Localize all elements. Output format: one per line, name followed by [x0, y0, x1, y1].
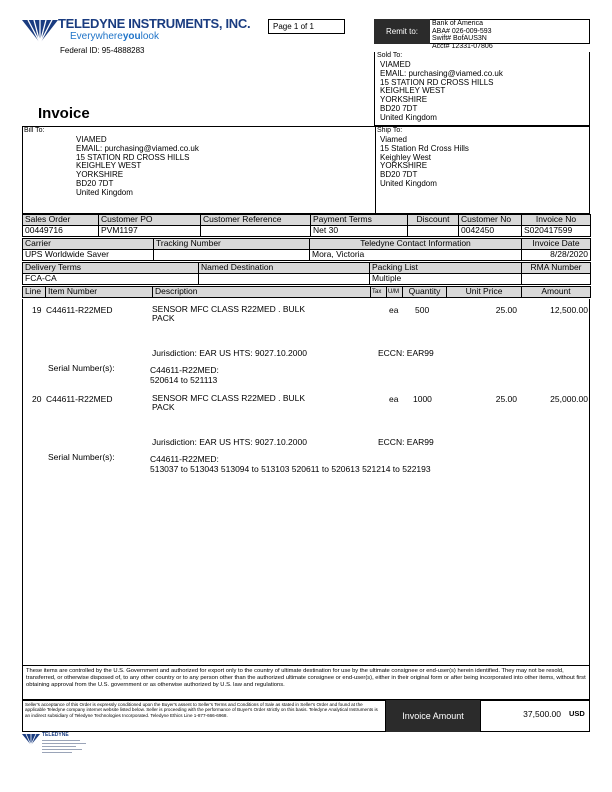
bill-to-address: [76, 136, 199, 198]
serial-part: C44611-R22MED:: [150, 454, 219, 464]
company-name: TELEDYNE INSTRUMENTS, INC.: [58, 16, 251, 31]
remit-to-details: [432, 20, 493, 51]
tracking-number-value: [154, 250, 310, 261]
header-rma-number: RMA Number: [522, 263, 591, 274]
teledyne-footer-logo-icon: [22, 733, 40, 745]
item-eccn: ECCN: EAR99: [378, 437, 434, 447]
item-unit-price: 25.00: [495, 394, 517, 404]
sold-to-address: [380, 61, 503, 123]
contact-value: Mora, Victoria: [310, 250, 522, 261]
header-tracking-number: Tracking Number: [154, 239, 310, 250]
customer-no-value: 0042450: [459, 226, 522, 237]
address-line: 15 STATION RD CROSS HILLS: [380, 77, 494, 87]
header-invoice-date: Invoice Date: [522, 239, 591, 250]
ship-to-address: [380, 136, 469, 189]
invoice-no-value: S020417599: [522, 226, 591, 237]
address-line: EMAIL: purchasing@viamed.co.uk: [380, 68, 503, 78]
header-tax: Tax: [371, 287, 387, 298]
address-line: BD20 7DT: [380, 170, 418, 180]
item-number: C44611-R22MED: [46, 394, 113, 404]
header-payment-terms: Payment Terms: [311, 215, 408, 226]
header-unit-price: Unit Price: [447, 287, 522, 298]
customer-po-value: PVM1197: [99, 226, 201, 237]
address-line: BD20 7DT: [380, 103, 418, 113]
header-sales-order: Sales Order: [23, 215, 99, 226]
export-control-notice: These items are controlled by the U.S. Government and authorized for export only to the country of ultimate destination for use by the ultimate consignee or end-user(s) herein identified. They may not be resold, transferred, or otherwise disposed of, to any other country or to any person other than the authorized ultimate consignee or end-user(s), either in their original form or after being incorporated into other items, without first obtaining approval from the U.S. government or as otherwise authorized by U.S. law and regulations.: [22, 665, 590, 700]
teledyne-logo-icon: [22, 18, 58, 44]
line-items-header: [22, 286, 591, 298]
ship-to-label: Ship To:: [377, 127, 403, 134]
address-line: VIAMED: [380, 60, 411, 69]
bill-to-label: Bill To:: [24, 127, 45, 134]
remit-to-label: Remit to:: [374, 19, 430, 44]
address-line: KEIGHLEY WEST: [76, 161, 142, 171]
terms-notice: Seller's acceptance of this Order is expressly conditioned upon the Buyer's assent to Seller's Terms and Conditions of Sale as stated in Seller's Order and found at the applicable Teledyne company internet website listed below. Seller is proceeding with the performance of Buyer's Order strictly on this basis. Teledyne Analytical Instruments is an indirect subsidiary of Teledyne Technologies Incorporated. Teledyne Ethics Line 1-877-666-6968.: [22, 700, 386, 732]
item-jurisdiction: Jurisdiction: EAR US HTS: 9027.10.2000: [152, 348, 307, 358]
delivery-terms-value: FCA-CA: [23, 274, 199, 285]
header-um: U/M: [387, 287, 403, 298]
remit-line: Swift# BofAUS3N: [432, 35, 487, 43]
header-contact-information: Teledyne Contact Information: [310, 239, 522, 250]
item-line-number: 19: [32, 305, 42, 315]
company-tagline: Everywhereyoulook: [70, 31, 159, 42]
address-line: KEIGHLEY WEST: [380, 86, 446, 96]
rma-number-value: [522, 274, 591, 285]
delivery-table: [22, 262, 591, 285]
address-line: BD20 7DT: [76, 178, 114, 188]
remit-line: Acct# 12331-07806: [432, 43, 493, 51]
payment-terms-value: Net 30: [311, 226, 408, 237]
invoice-date-value: 8/28/2020: [522, 250, 591, 261]
item-line-number: 20: [32, 394, 42, 404]
sales-order-value: 00449716: [23, 226, 99, 237]
sold-to-label: Sold To:: [377, 52, 403, 59]
header-customer-reference: Customer Reference: [201, 215, 311, 226]
address-line: Viamed: [380, 135, 407, 144]
address-line: EMAIL: purchasing@viamed.co.uk: [76, 143, 199, 153]
federal-id: Federal ID: 95-4888283: [60, 46, 145, 55]
address-line: Keighley West: [380, 152, 431, 162]
item-amount: 25,000.00: [550, 394, 588, 404]
address-line: YORKSHIRE: [76, 170, 124, 180]
item-um: ea: [389, 394, 399, 404]
customer-reference-value: [201, 226, 311, 237]
serial-range: 513037 to 513043 513094 to 513103 520611 to 520613 521214 to 522193: [150, 464, 431, 474]
carrier-value: UPS Worldwide Saver: [23, 250, 154, 261]
remit-line: ABA# 026-009-593: [432, 27, 492, 35]
address-line: YORKSHIRE: [380, 161, 428, 171]
page-indicator: Page 1 of 1: [268, 19, 345, 34]
header-discount: Discount: [408, 215, 459, 226]
address-line: 15 Station Rd Cross Hills: [380, 143, 469, 153]
address-line: 15 STATION RD CROSS HILLS: [76, 152, 190, 162]
header-invoice-no: Invoice No: [522, 215, 591, 226]
invoice-amount-value: 37,500.00: [523, 709, 561, 719]
header-carrier: Carrier: [23, 239, 154, 250]
address-line: United Kingdom: [76, 187, 133, 197]
item-quantity: 500: [415, 305, 430, 315]
invoice-amount-label: Invoice Amount: [386, 700, 480, 732]
named-destination-value: [199, 274, 370, 285]
item-eccn: ECCN: EAR99: [378, 348, 434, 358]
serial-part: C44611-R22MED:: [150, 365, 219, 375]
header-line: Line: [23, 287, 46, 298]
header-named-destination: Named Destination: [199, 263, 370, 274]
remit-line: Bank of America: [432, 20, 483, 27]
item-amount: 12,500.00: [550, 305, 588, 315]
item-quantity: 1000: [413, 394, 432, 404]
item-unit-price: 25.00: [495, 305, 517, 315]
discount-value: [408, 226, 459, 237]
footer-logo-fineprint: [42, 740, 86, 753]
header-customer-po: Customer PO: [99, 215, 201, 226]
header-description: Description: [153, 287, 371, 298]
shipping-table: [22, 238, 591, 261]
page-title: Invoice: [38, 105, 90, 122]
header-packing-list: Packing List: [370, 263, 522, 274]
address-line: United Kingdom: [380, 178, 437, 188]
header-item-number: Item Number: [46, 287, 153, 298]
packing-list-value: Multiple: [370, 274, 522, 285]
header-delivery-terms: Delivery Terms: [23, 263, 199, 274]
address-line: United Kingdom: [380, 112, 437, 122]
item-description: SENSOR MFC CLASS R22MED . BULK: [152, 304, 306, 314]
address-line: VIAMED: [76, 135, 107, 144]
item-um: ea: [389, 305, 399, 315]
header-quantity: Quantity: [403, 287, 447, 298]
serial-number-label: Serial Number(s):: [48, 363, 115, 373]
item-description: PACK: [152, 313, 175, 323]
order-info-table: [22, 214, 591, 237]
footer-logo-text: TELEDYNE: [42, 732, 69, 738]
currency-code: USD: [569, 709, 585, 718]
address-line: YORKSHIRE: [380, 95, 428, 105]
serial-number-label: Serial Number(s):: [48, 452, 115, 462]
item-description: SENSOR MFC CLASS R22MED . BULK: [152, 393, 306, 403]
serial-range: 520614 to 521113: [150, 375, 218, 385]
header-customer-no: Customer No: [459, 215, 522, 226]
header-amount: Amount: [522, 287, 591, 298]
item-number: C44611-R22MED: [46, 305, 113, 315]
item-jurisdiction: Jurisdiction: EAR US HTS: 9027.10.2000: [152, 437, 307, 447]
item-description: PACK: [152, 402, 175, 412]
